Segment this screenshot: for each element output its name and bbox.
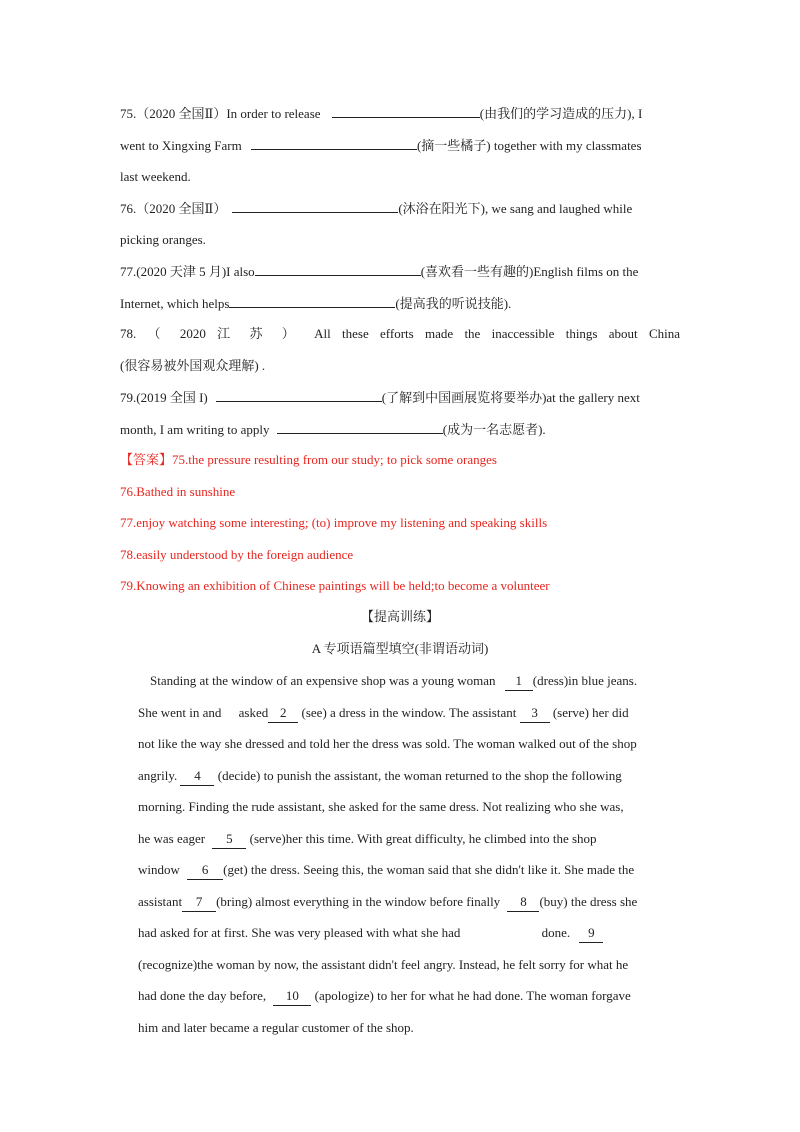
passage-text: Standing at the window of an expensive shop was a young woman bbox=[150, 673, 496, 688]
passage-line-3: not like the way she dressed and told her the dress was sold. The woman walked out of the shop bbox=[138, 736, 637, 751]
question-76-prefix: 76.（2020 全国Ⅱ） bbox=[120, 201, 227, 216]
answer-75 bbox=[120, 451, 680, 469]
passage-text: had asked for at first. She was very pleased with what she had bbox=[138, 925, 461, 940]
question-75-hint-1: (由我们的学习造成的压力), I bbox=[479, 106, 643, 121]
answer-blank[interactable] bbox=[255, 262, 421, 276]
answer-79: 79.Knowing an exhibition of Chinese paintings will be held;to become a volunteer bbox=[120, 578, 550, 593]
passage-text: (apologize) to her for what he had done. The woman forgave bbox=[314, 988, 631, 1003]
blank-4[interactable]: 4 bbox=[180, 767, 214, 786]
passage-text: assistant bbox=[138, 894, 183, 909]
answer-blank[interactable] bbox=[251, 136, 417, 150]
question-79-hint-1: (了解到中国画展览将要举办)at the gallery next bbox=[381, 390, 640, 405]
passage-line-2 bbox=[138, 704, 680, 723]
question-79-line-1 bbox=[120, 388, 680, 407]
question-76-line-1 bbox=[120, 199, 680, 218]
question-78-line-1: 78. （ 2020 江 苏 ） All these efforts made the inaccessible things about China bbox=[120, 326, 680, 341]
question-75-hint-2: (摘一些橘子) together with my classmates bbox=[416, 138, 642, 153]
passage-line-11 bbox=[138, 987, 680, 1006]
blank-7[interactable]: 7 bbox=[182, 893, 216, 912]
blank-10[interactable]: 10 bbox=[273, 987, 311, 1006]
passage-text: (buy) the dress she bbox=[539, 894, 638, 909]
blank-2[interactable]: 2 bbox=[268, 704, 298, 723]
passage-line-4 bbox=[138, 767, 680, 786]
passage-text: (see) a dress in the window. The assistant bbox=[301, 705, 517, 720]
blank-9[interactable]: 9 bbox=[579, 924, 603, 943]
passage-text: (serve) her did bbox=[552, 705, 629, 720]
passage-text: (decide) to punish the assistant, the woman returned to the shop the following bbox=[217, 768, 622, 783]
answer-75-text: 75.the pressure resulting from our study; to pick some oranges bbox=[172, 452, 497, 467]
answer-blank[interactable] bbox=[277, 420, 443, 434]
passage-text: he was eager bbox=[138, 831, 206, 846]
question-77-prefix: 77.(2020 天津 5 月)I also bbox=[120, 264, 255, 279]
passage-text: asked bbox=[238, 705, 269, 720]
question-76-hint: (沐浴在阳光下), we sang and laughed while bbox=[398, 201, 633, 216]
question-77-line-2-text: Internet, which helps bbox=[120, 296, 230, 311]
answer-78: 78.easily understood by the foreign audience bbox=[120, 547, 354, 562]
passage-line-7 bbox=[138, 861, 680, 880]
answer-tag: 【答案】 bbox=[120, 452, 173, 467]
question-79-line-2 bbox=[120, 420, 680, 439]
passage-line-6 bbox=[138, 830, 680, 849]
blank-3[interactable]: 3 bbox=[520, 704, 550, 723]
passage-text: (dress)in blue jeans. bbox=[532, 673, 638, 688]
section-heading: 【提高训练】 bbox=[360, 609, 439, 624]
question-75-line-2 bbox=[120, 136, 680, 155]
answer-76: 76.Bathed in sunshine bbox=[120, 484, 236, 499]
question-75-line-3: last weekend. bbox=[120, 169, 191, 184]
blank-6[interactable]: 6 bbox=[187, 861, 223, 880]
passage-text: (get) the dress. Seeing this, the woman said that she didn't like it. She made the bbox=[223, 862, 635, 877]
question-79-line-2-text: month, I am writing to apply bbox=[120, 422, 270, 437]
passage-text: done. bbox=[541, 925, 571, 940]
answer-blank[interactable] bbox=[232, 199, 398, 213]
passage-line-10: (recognize)the woman by now, the assistant didn't feel angry. Instead, he felt sorry for what he bbox=[138, 957, 629, 972]
blank-1[interactable]: 1 bbox=[505, 672, 533, 691]
question-79-hint-2: (成为一名志愿者). bbox=[442, 422, 546, 437]
question-79-prefix: 79.(2019 全国 I) bbox=[120, 390, 208, 405]
passage-text: (serve)her this time. With great difficulty, he climbed into the shop bbox=[249, 831, 597, 846]
blank-8[interactable]: 8 bbox=[507, 893, 539, 912]
passage-line-9 bbox=[138, 924, 680, 943]
answer-blank[interactable] bbox=[332, 104, 480, 118]
question-78-line-2: (很容易被外国观众理解) . bbox=[120, 358, 266, 373]
section-subheading: A 专项语篇型填空(非谓语动词) bbox=[311, 641, 489, 656]
question-75-line-1 bbox=[120, 104, 680, 123]
passage-line-5: morning. Finding the rude assistant, she asked for the same dress. Not realizing who she was, bbox=[138, 799, 624, 814]
passage-text: angrily. bbox=[138, 768, 178, 783]
question-77-hint-2: (提高我的听说技能). bbox=[395, 296, 512, 311]
answer-blank[interactable] bbox=[216, 388, 382, 402]
question-76-line-2: picking oranges. bbox=[120, 232, 206, 247]
question-75-line-2-text: went to Xingxing Farm bbox=[120, 138, 242, 153]
passage-text: window bbox=[138, 862, 180, 877]
question-77-hint-1: (喜欢看一些有趣的)English films on the bbox=[420, 264, 639, 279]
passage-line-8 bbox=[138, 893, 680, 912]
passage-text: had done the day before, bbox=[138, 988, 267, 1003]
blank-5[interactable]: 5 bbox=[212, 830, 246, 849]
answer-77: 77.enjoy watching some interesting; (to) improve my listening and speaking skills bbox=[120, 515, 548, 530]
passage-line-12: him and later became a regular customer of the shop. bbox=[138, 1020, 414, 1035]
question-75-prefix: 75.（2020 全国Ⅱ）In order to release bbox=[120, 106, 321, 121]
passage-text: (bring) almost everything in the window before finally bbox=[216, 894, 501, 909]
answer-blank[interactable] bbox=[229, 294, 395, 308]
passage-text: She went in and bbox=[138, 705, 222, 720]
passage-line-1 bbox=[150, 672, 680, 691]
question-77-line-2 bbox=[120, 294, 680, 313]
question-77-line-1 bbox=[120, 262, 680, 281]
